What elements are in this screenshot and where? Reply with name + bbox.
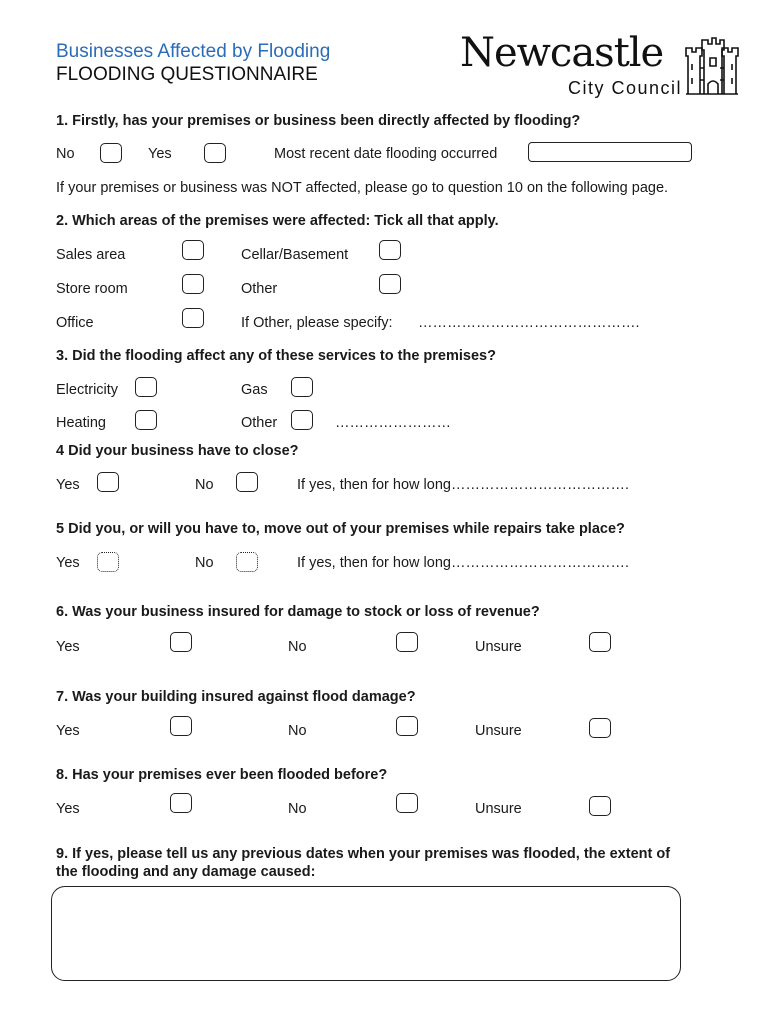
q2-store-room-checkbox[interactable]: [182, 274, 204, 294]
q8-no-label: No: [288, 801, 307, 817]
q2-sales-area-checkbox[interactable]: [182, 240, 204, 260]
q1-no-checkbox[interactable]: [100, 143, 122, 163]
q5-yes-label: Yes: [56, 555, 80, 571]
previous-flooding-details-textarea[interactable]: [51, 886, 681, 981]
q7-no-label: No: [288, 723, 307, 739]
question-1: 1. Firstly, has your premises or business been directly affected by flooding?: [56, 113, 581, 129]
question-7: 7. Was your building insured against flood damage?: [56, 689, 416, 705]
q5-how-long-field[interactable]: If yes, then for how long……………………………….: [297, 555, 629, 571]
q8-yes-checkbox[interactable]: [170, 793, 192, 813]
q6-yes-checkbox[interactable]: [170, 632, 192, 652]
q2-store-room-label: Store room: [56, 281, 128, 297]
q4-no-label: No: [195, 477, 214, 493]
question-5: 5 Did you, or will you have to, move out of your premises while repairs take place?: [56, 521, 625, 537]
q8-yes-label: Yes: [56, 801, 80, 817]
q8-unsure-checkbox[interactable]: [589, 796, 611, 816]
q2-office-checkbox[interactable]: [182, 308, 204, 328]
q7-yes-label: Yes: [56, 723, 80, 739]
q2-cellar-checkbox[interactable]: [379, 240, 401, 260]
flood-date-field[interactable]: [528, 142, 692, 162]
q3-gas-label: Gas: [241, 382, 268, 398]
logo-name: Newcastle: [460, 30, 664, 76]
q8-no-checkbox[interactable]: [396, 793, 418, 813]
q6-unsure-checkbox[interactable]: [589, 632, 611, 652]
q1-no-label: No: [56, 146, 75, 162]
question-9-line-1: 9. If yes, please tell us any previous dates when your premises was flooded, the extent of: [56, 846, 671, 862]
q3-electricity-label: Electricity: [56, 382, 119, 398]
q1-date-label: Most recent date flooding occurred: [274, 146, 498, 162]
q2-office-label: Office: [56, 315, 94, 331]
q7-unsure-label: Unsure: [475, 723, 522, 739]
q3-other-field[interactable]: ……………………: [335, 415, 451, 431]
q2-cellar-label: Cellar/Basement: [241, 247, 349, 263]
q1-note: If your premises or business was NOT affected, please go to question 10 on the following page.: [56, 180, 669, 196]
q2-other-label: Other: [241, 281, 278, 297]
q7-no-checkbox[interactable]: [396, 716, 418, 736]
q1-yes-checkbox[interactable]: [204, 143, 226, 163]
question-2: 2. Which areas of the premises were affected: Tick all that apply.: [56, 213, 499, 229]
q3-gas-checkbox[interactable]: [291, 377, 313, 397]
q3-electricity-checkbox[interactable]: [135, 377, 157, 397]
q4-yes-checkbox[interactable]: [97, 472, 119, 492]
form-title: Businesses Affected by Flooding: [56, 41, 331, 62]
q5-no-label: No: [195, 555, 214, 571]
q6-yes-label: Yes: [56, 639, 80, 655]
q5-no-checkbox[interactable]: [236, 552, 258, 572]
q2-specify-field[interactable]: ……………………………………….: [418, 315, 640, 331]
q4-yes-label: Yes: [56, 477, 80, 493]
q2-other-checkbox[interactable]: [379, 274, 401, 294]
castle-icon: [684, 34, 740, 96]
q4-how-long-field[interactable]: If yes, then for how long……………………………….: [297, 477, 629, 493]
q7-unsure-checkbox[interactable]: [589, 718, 611, 738]
q7-yes-checkbox[interactable]: [170, 716, 192, 736]
logo-subname: City Council: [568, 78, 683, 98]
question-4: 4 Did your business have to close?: [56, 443, 299, 459]
q3-heating-label: Heating: [56, 415, 106, 431]
q2-specify-label: If Other, please specify:: [241, 315, 393, 331]
question-6: 6. Was your business insured for damage to stock or loss of revenue?: [56, 604, 540, 620]
q3-other-checkbox[interactable]: [291, 410, 313, 430]
question-3: 3. Did the flooding affect any of these services to the premises?: [56, 348, 496, 364]
q8-unsure-label: Unsure: [475, 801, 522, 817]
q6-no-checkbox[interactable]: [396, 632, 418, 652]
q1-yes-label: Yes: [148, 146, 172, 162]
form-subtitle: FLOODING QUESTIONNAIRE: [56, 64, 318, 85]
q2-sales-area-label: Sales area: [56, 247, 126, 263]
question-8: 8. Has your premises ever been flooded before?: [56, 767, 388, 783]
q3-other-label: Other: [241, 415, 278, 431]
q4-no-checkbox[interactable]: [236, 472, 258, 492]
q3-heating-checkbox[interactable]: [135, 410, 157, 430]
q6-no-label: No: [288, 639, 307, 655]
q5-yes-checkbox[interactable]: [97, 552, 119, 572]
q6-unsure-label: Unsure: [475, 639, 522, 655]
question-9-line-2: the flooding and any damage caused:: [56, 864, 316, 880]
